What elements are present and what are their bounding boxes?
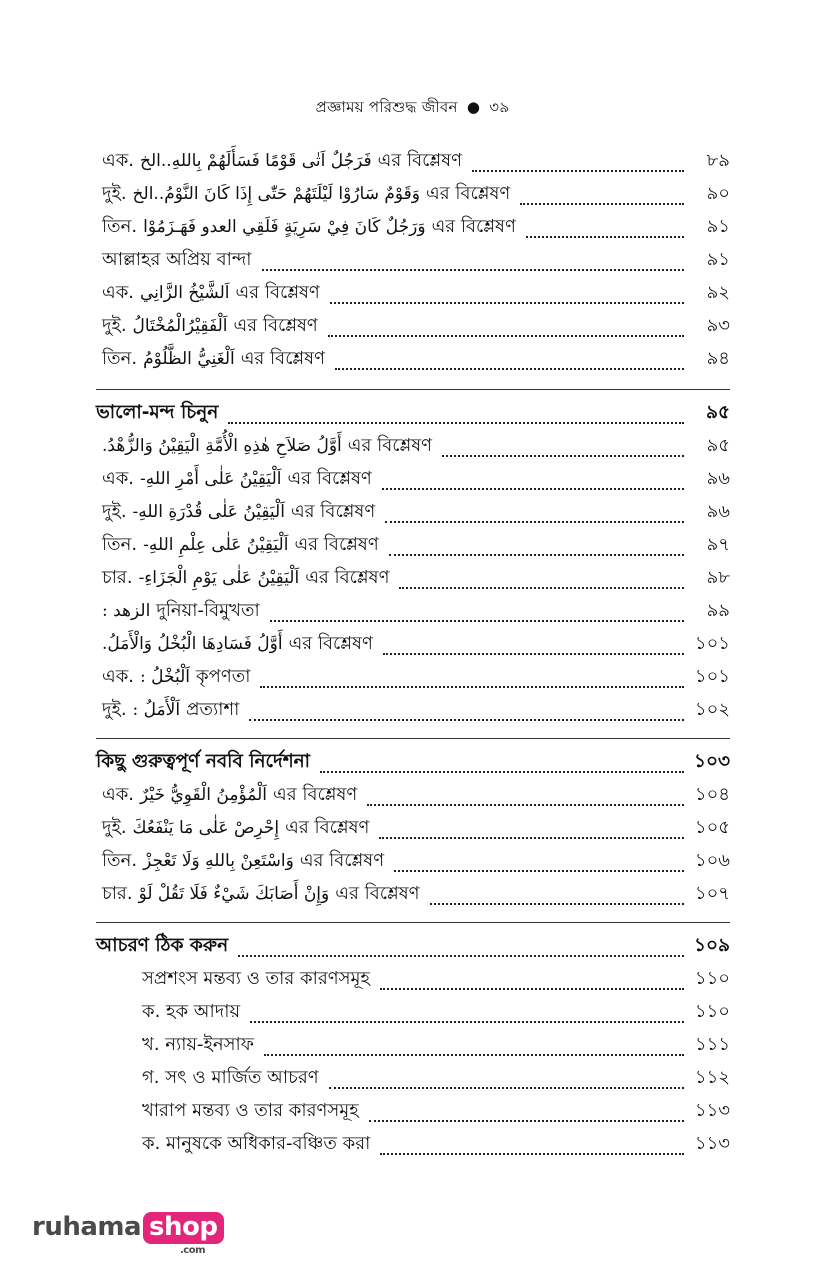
toc-entry[interactable] (96, 561, 730, 594)
entry-label: এর বিশ্লেষণ (285, 817, 370, 838)
entry-number: তিন. (102, 348, 138, 369)
entry-label: এর বিশ্লেষণ (347, 435, 433, 456)
page-number: ৯০ (706, 183, 730, 204)
dot-leader (328, 334, 684, 337)
section-title: কিছু গুরুত্বপূর্ণ নববি নির্দেশনা (96, 751, 311, 772)
dot-leader (379, 836, 684, 839)
page-number: ৮৯ (706, 150, 730, 171)
toc-entry[interactable] (96, 1094, 730, 1127)
toc-entry[interactable] (96, 693, 730, 726)
toc-entry[interactable] (96, 309, 730, 342)
page-number: ১০৭ (694, 883, 730, 904)
toc-entry[interactable] (96, 844, 730, 877)
page-number: ১০৩ (693, 751, 730, 772)
arabic-phrase: وَإِنْ أَصَابَكَ شَيْءٌ فَلَا تَقُلْ لَوْ (138, 884, 330, 904)
entry-label: এর বিশ্লেষণ (233, 315, 318, 336)
page-number: ৯৭ (706, 534, 730, 555)
toc-entry[interactable] (96, 962, 730, 995)
table-of-contents (96, 144, 730, 1160)
page-number: ১০৫ (694, 817, 730, 838)
entry-label: আল্লাহর অপ্রিয় বান্দা (102, 249, 252, 270)
page-number: ৯৯ (706, 600, 730, 621)
entry-label: এর বিশ্লেষণ (299, 850, 385, 871)
logo-text: ruhama (32, 1212, 142, 1242)
arabic-phrase: اَلْيَقِيْنُ عَلٰى أَمْرِ اللهِ- (140, 469, 282, 489)
toc-section-heading[interactable] (96, 929, 730, 962)
entry-label: সপ্রশংস মন্তব্য ও তার কারণসমূহ (142, 968, 370, 989)
arabic-phrase: أَوَّلُ صَلاَحِ هٰذِهِ الْأُمَّةِ الْيَقِيْنُ وَالزُّهْدُ. (102, 436, 342, 456)
toc-entry[interactable] (96, 144, 730, 177)
arabic-phrase: اَلشَّيْخُ الزَّانِي (140, 283, 230, 303)
section-title: আচরণ ঠিক করুন (96, 935, 229, 956)
toc-section-heading[interactable] (96, 396, 730, 429)
dot-leader (238, 954, 684, 957)
dot-leader (228, 421, 684, 424)
page-number: ১১০ (694, 968, 730, 989)
toc-entry[interactable] (96, 528, 730, 561)
toc-entry[interactable] (96, 995, 730, 1028)
page-number: ৯৩ (706, 315, 730, 336)
entry-label: এর বিশ্লেষণ (273, 784, 358, 805)
dot-leader (249, 718, 684, 721)
page-number: ৯১ (706, 216, 730, 237)
dot-leader (383, 652, 684, 655)
dot-leader (380, 1152, 684, 1155)
entry-label: প্রত্যাশা (186, 699, 240, 720)
section-divider (96, 910, 730, 923)
entry-number: দুই. (102, 183, 127, 204)
arabic-phrase: وَاسْتَعِنْ بِاللهِ وَلَا تَعْجِزْ (143, 851, 294, 871)
dot-leader (520, 202, 684, 205)
bullet: ● (466, 98, 481, 116)
dot-leader (335, 367, 684, 370)
toc-entry[interactable] (96, 594, 730, 627)
entry-label: কৃপণতা (196, 666, 251, 687)
dot-leader (382, 487, 684, 490)
toc-entry[interactable] (96, 811, 730, 844)
toc-entry[interactable] (96, 1028, 730, 1061)
entry-number: তিন. (102, 534, 138, 555)
entry-number: এক. (102, 150, 135, 171)
page-number: ৯৬ (706, 468, 730, 489)
book-title: প্রজ্ঞাময় পরিশুদ্ধ জীবন (315, 98, 458, 116)
toc-entry[interactable] (96, 210, 730, 243)
entry-label: এর বিশ্লেষণ (240, 348, 325, 369)
dot-leader (385, 520, 684, 523)
arabic-phrase: اَلْيَقِيْنُ عَلٰى قُدْرَةِ اللهِ- (132, 502, 285, 522)
ruhamashop-logo (32, 1212, 224, 1256)
toc-entry[interactable] (96, 243, 730, 276)
page-number: ১১৩ (694, 1100, 730, 1121)
entry-number: চার. (102, 567, 133, 588)
toc-entry[interactable] (96, 877, 730, 910)
page-number: ১০৪ (694, 784, 730, 805)
page-number: ৯৬ (706, 501, 730, 522)
arabic-phrase: وَرَجُلٌ كَانَ فِيْ سَرِيَةٍ فَلَقِي العدو فَهَـزَمُوْا (143, 217, 426, 237)
entry-number: এক. (102, 784, 135, 805)
toc-entry[interactable] (96, 342, 730, 375)
toc-entry[interactable] (96, 660, 730, 693)
entry-label: এর বিশ্লেষণ (335, 883, 420, 904)
entry-label: এর বিশ্লেষণ (235, 282, 320, 303)
entry-label: ক. হক আদায় (142, 1001, 241, 1022)
arabic-phrase: اَلْمُؤْمِنُ الْقَوِيُّ خَيْرٌ (140, 785, 267, 805)
arabic-phrase: اَلْيَقِيْنُ عَلٰى يَوْمِ الْجَزَاءِ- (138, 568, 300, 588)
entry-number: তিন. (102, 850, 138, 871)
entry-label: এর বিশ্লেষণ (377, 150, 462, 171)
entry-label: ক. মানুষকে অধিকার-বঞ্চিত করা (142, 1133, 371, 1154)
dot-leader (329, 1086, 684, 1089)
entry-number: দুই. (102, 501, 127, 522)
entry-number: এক. (102, 282, 135, 303)
page-number: ১১৩ (694, 1133, 730, 1154)
arabic-phrase: إِحْرِصْ عَلٰى مَا يَنْفَعُكَ (132, 818, 280, 838)
entry-number: দুই. (102, 817, 127, 838)
dot-leader (250, 1020, 684, 1023)
page-number: ১০৬ (694, 850, 730, 871)
page-number: ১১১ (694, 1034, 730, 1055)
arabic-phrase: اَلْيَقِيْنُ عَلٰى عِلْمِ اللهِ- (143, 535, 289, 555)
entry-label: এর বিশ্লেষণ (426, 183, 511, 204)
page-number: ১০২ (694, 699, 730, 720)
page-number: ৯৫ (705, 402, 730, 423)
toc-entry[interactable] (96, 462, 730, 495)
entry-label: খারাপ মন্তব্য ও তার কারণসমূহ (142, 1100, 359, 1121)
page-number: ১০৯ (693, 935, 730, 956)
entry-label: গ. সৎ ও মার্জিত আচরণ (142, 1067, 319, 1088)
arabic-phrase: فَرَجُلٌ اَتٰى قَوْمًا فَسَأَلَهُمْ بِاللهِ..الخ (140, 151, 372, 171)
entry-label: দুনিয়া-বিমুখতা (156, 600, 260, 621)
dot-leader (260, 685, 684, 688)
arabic-phrase: الزهد : (102, 601, 151, 621)
toc-entry[interactable] (96, 177, 730, 210)
dot-leader (442, 454, 684, 457)
dot-leader (320, 770, 684, 773)
toc-entry[interactable] (96, 276, 730, 309)
toc-entry[interactable] (96, 495, 730, 528)
page-number: ৯৫ (706, 435, 730, 456)
arabic-phrase: اَلْفَقِيْرُالْمُخْتَالُ (132, 316, 228, 336)
entry-number: এক. (102, 666, 135, 687)
entry-number: দুই. (102, 699, 127, 720)
entry-label: এর বিশ্লেষণ (294, 534, 379, 555)
entry-label: এর বিশ্লেষণ (431, 216, 516, 237)
dot-leader (472, 169, 684, 172)
dot-leader (526, 235, 684, 238)
header-page-number: ৩৯ (489, 98, 510, 116)
section-title: ভালো-মন্দ চিনুন (96, 402, 219, 423)
page-number: ১১২ (694, 1067, 730, 1088)
page-number: ৯২ (706, 282, 730, 303)
dot-leader (399, 586, 684, 589)
entry-number: তিন. (102, 216, 138, 237)
page-number: ৯৪ (706, 348, 730, 369)
entry-label: এর বিশ্লেষণ (305, 567, 390, 588)
entry-number: দুই. (102, 315, 127, 336)
toc-entry[interactable] (96, 627, 730, 660)
arabic-phrase: أَوَّلُ فَسَادِهَا الْبُخْلُ وَالْأَمَلُ. (102, 634, 283, 654)
arabic-phrase: اَلْبُخْلُ : (140, 667, 191, 687)
dot-leader (394, 869, 684, 872)
logo-shop-badge: shop (143, 1212, 223, 1244)
page-number: ১০১ (694, 633, 730, 654)
toc-entry[interactable] (96, 778, 730, 811)
section-divider (96, 726, 730, 739)
dot-leader (430, 902, 684, 905)
entry-number: এক. (102, 468, 135, 489)
entry-label: এর বিশ্লেষণ (287, 468, 372, 489)
arabic-phrase: اَلْغَنِيُّ الظَّلُوْمُ (143, 349, 235, 369)
toc-section-heading[interactable] (96, 745, 730, 778)
dot-leader (389, 553, 684, 556)
page-number: ১১০ (694, 1001, 730, 1022)
dot-leader (369, 1119, 684, 1122)
dot-leader (270, 619, 684, 622)
entry-label: এর বিশ্লেষণ (288, 633, 373, 654)
entry-label: খ. ন্যায়-ইনসাফ (142, 1034, 254, 1055)
section-divider (96, 375, 730, 390)
entry-number: চার. (102, 883, 133, 904)
dot-leader (330, 301, 684, 304)
toc-entry[interactable] (96, 1061, 730, 1094)
page-number: ১০১ (694, 666, 730, 687)
dot-leader (262, 268, 685, 271)
toc-entry[interactable] (96, 1127, 730, 1160)
entry-label: এর বিশ্লেষণ (290, 501, 376, 522)
logo-domain: .com (180, 1245, 206, 1256)
dot-leader (264, 1053, 684, 1056)
toc-entry[interactable] (96, 429, 730, 462)
running-header (0, 96, 825, 121)
page-number: ৯১ (706, 249, 730, 270)
page-number: ৯৮ (706, 567, 730, 588)
arabic-phrase: وَقَوْمٌ سَارُوْا لَيْلَتَهُمْ حَتّٰى إِذَا كَانَ النَّوْمُ..الخ (132, 184, 421, 204)
arabic-phrase: اَلْأَمَلُ : (132, 700, 181, 720)
dot-leader (380, 987, 684, 990)
dot-leader (367, 803, 684, 806)
